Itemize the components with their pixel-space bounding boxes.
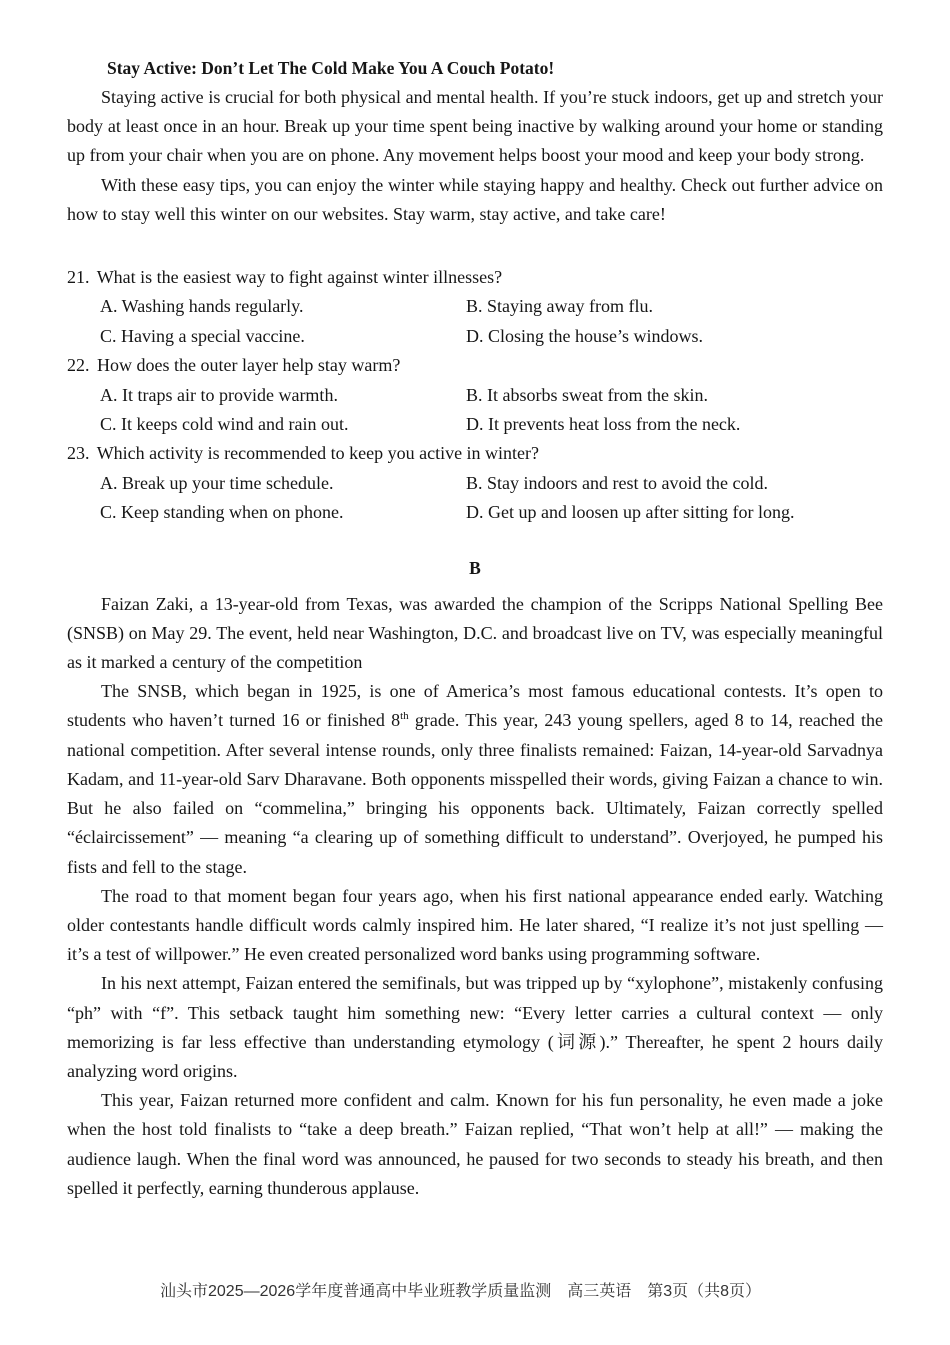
passage-a-heading: Stay Active: Don’t Let The Cold Make You A Couch Potato! [107,58,555,78]
passage-b-paragraph: The road to that moment began four years ago, when his first national appearance ended early. Watching older contestants handle difficult words calmly inspired him. He later shared, “I realize it’s not just spelling — it’s a test of willpower.” He even created personalized word banks using programming software. [67,885,883,965]
question-number: 23. [67,443,90,464]
paragraph-text: The SNSB, which began in 1925, is one of America’s most famous educational contests. It’s open to students who haven’t turned 16 or finished 8 [67,681,883,731]
passage-a-paragraph: Staying active is crucial for both physical and mental health. If you’re stuck indoors, get up and stretch your body at least once in an hour. Break up your time spent being inactive by walking around your home or standing up from your chair when you are on phone. Any movement helps boost your mood and keep your body strong. [67,87,883,166]
page-footer [160,1276,800,1300]
option-c: C. Having a special vaccine. [100,325,305,346]
question-stem [67,439,883,468]
question-text: How does the outer layer help stay warm? [97,355,401,376]
passage-b-paragraph: This year, Faizan returned more confident and calm. Known for his fun personality, he even made a joke when the host told finalists to “take a deep breath.” Faizan replied, “That won’t help at all!” — making the audience laugh. When the final word was announced, he paused for two seconds to steady his breath, and then spelled it perfectly, earning thunderous applause. [67,1090,883,1198]
answer-options [67,469,883,528]
ordinal-suffix: th [400,710,409,723]
question-23 [67,439,883,527]
passage-b-paragraph: In his next attempt, Faizan entered the semifinals, but was tripped up by “xylophone”, mistakenly confusing “ph” with “f”. This setback taught him something new: “Every letter carries a cultural context — only memorizing is far less effective than understanding etymology (词源).” Thereafter, he spent 2 hours daily analyzing word origins. [67,973,883,1081]
passage-b-paragraph: Faizan Zaki, a 13-year-old from Texas, was awarded the champion of the Scripps National Spelling Bee (SNSB) on May 29. The event, held near Washington, D.C. and broadcast live on TV, was especially meaningful as it marked a century of the competition [67,593,883,673]
section-b-label: B [469,557,481,578]
option-b: B. Stay indoors and rest to avoid the cold. [466,472,768,493]
option-d: D. It prevents heat loss from the neck. [466,414,741,435]
question-21 [67,263,883,351]
answer-options [67,292,883,351]
option-c: C. Keep standing when on phone. [100,502,344,523]
option-c: C. It keeps cold wind and rain out. [100,414,349,435]
option-a: A. Washing hands regularly. [100,296,304,317]
option-d: D. Closing the house’s windows. [466,325,704,346]
paragraph-text: grade. This year, 243 young spellers, aged 8 to 14, reached the national competition. After several intense rounds, only three finalists remained: Faizan, 14-year-old Sarvadnya Kadam, and 11-year-old Sarv Dharavane. Both opponents misspelled their words, giving Faizan a chance to win. But he also failed on “commelina,” bringing his opponents back. Ultimately, Faizan correctly spelled “éclaircissement” — meaning “a clearing up of something difficult to understand”. Overjoyed, he pumped his fists and fell to the stage. [67,710,883,877]
question-number: 21. [67,267,90,288]
exam-page [67,54,883,1203]
passage-b-paragraph [67,677,883,881]
question-list [67,263,883,528]
question-text: Which activity is recommended to keep you active in winter? [96,443,540,464]
question-number: 22. [67,355,90,376]
question-stem [67,351,883,380]
passage-a-paragraph: With these easy tips, you can enjoy the winter while staying happy and healthy. Check out further advice on how to stay well this winter on our websites. Stay warm, stay active, and take care! [67,174,883,224]
footer-text: 汕头市2025—2026学年度普通高中毕业班教学质量监测 高三英语 第3页（共8页） [160,1283,761,1300]
option-b: B. Staying away from flu. [466,296,653,317]
option-b: B. It absorbs sweat from the skin. [466,384,708,405]
option-a: A. Break up your time schedule. [100,472,334,493]
question-stem [67,263,883,292]
answer-options [67,381,883,440]
question-text: What is the easiest way to fight against winter illnesses? [96,267,503,288]
question-22 [67,351,883,439]
option-a: A. It traps air to provide warmth. [100,384,338,405]
option-d: D. Get up and loosen up after sitting for long. [466,502,795,523]
